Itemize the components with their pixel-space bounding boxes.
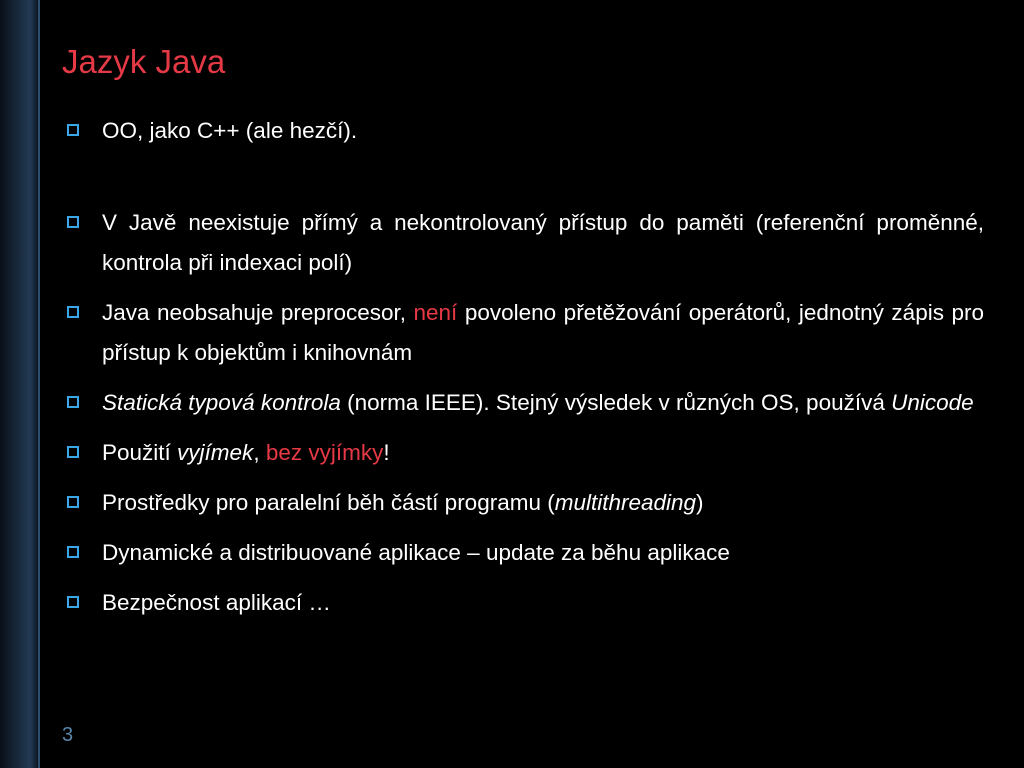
bullet-list [64, 111, 984, 633]
page-number: 3 [62, 724, 74, 746]
bullet-text-part: , [253, 440, 266, 465]
italic-text-multithreading: multithreading [554, 490, 697, 515]
hollow-square-bullet-icon [67, 446, 79, 458]
italic-text-static-typing: Statická typová kontrola [102, 390, 341, 415]
bullet-text-part: povoleno přetěžování operátorů, jednotný zápis pro přístup k objektům i knihovnám [102, 300, 984, 365]
bullet-item-multithreading [64, 483, 984, 523]
hollow-square-bullet-icon [67, 496, 79, 508]
bullet-item-security [64, 583, 984, 623]
bullet-text: OO, jako C++ (ale hezčí). [102, 118, 358, 143]
bullet-item-dynamic-apps [64, 533, 984, 573]
bullet-text: V Javě neexistuje přímý a nekontrolovaný přístup do paměti (referenční proměnné, kontrola při indexaci polí) [102, 210, 984, 275]
bullet-text: Bezpečnost aplikací … [102, 590, 331, 615]
bullet-text-part: (norma IEEE). Stejný výsledek v různých OS, používá [340, 390, 892, 415]
hollow-square-bullet-icon [67, 216, 79, 228]
bullet-text-part: ) [696, 490, 704, 515]
bullet-item-preprocessor [64, 293, 984, 373]
bullet-text-part: Java neobsahuje preprocesor, [102, 300, 414, 325]
bullet-item-exceptions [64, 433, 984, 473]
bullet-text: Dynamické a distribuované aplikace – update za běhu aplikace [102, 540, 730, 565]
bullet-item-memory-access [64, 203, 984, 283]
hollow-square-bullet-icon [67, 306, 79, 318]
bullet-item-oo [64, 111, 984, 151]
hollow-square-bullet-icon [67, 596, 79, 608]
slide-title: Jazyk Java [62, 43, 226, 80]
hollow-square-bullet-icon [67, 124, 79, 136]
bullet-text-part: ! [383, 440, 390, 465]
hollow-square-bullet-icon [67, 396, 79, 408]
left-divider-line [38, 0, 40, 768]
bullet-text-part: Použití [102, 440, 178, 465]
left-decorative-band [0, 0, 38, 768]
highlight-text-not: není [413, 300, 458, 325]
bullet-item-static-typing [64, 383, 984, 423]
highlight-text-without-exception: bez vyjímky [265, 440, 384, 465]
hollow-square-bullet-icon [67, 546, 79, 558]
italic-text-exceptions: vyjímek [177, 440, 254, 465]
italic-text-unicode: Unicode [891, 390, 974, 415]
bullet-text-part: Prostředky pro paralelní běh částí programu ( [102, 490, 555, 515]
